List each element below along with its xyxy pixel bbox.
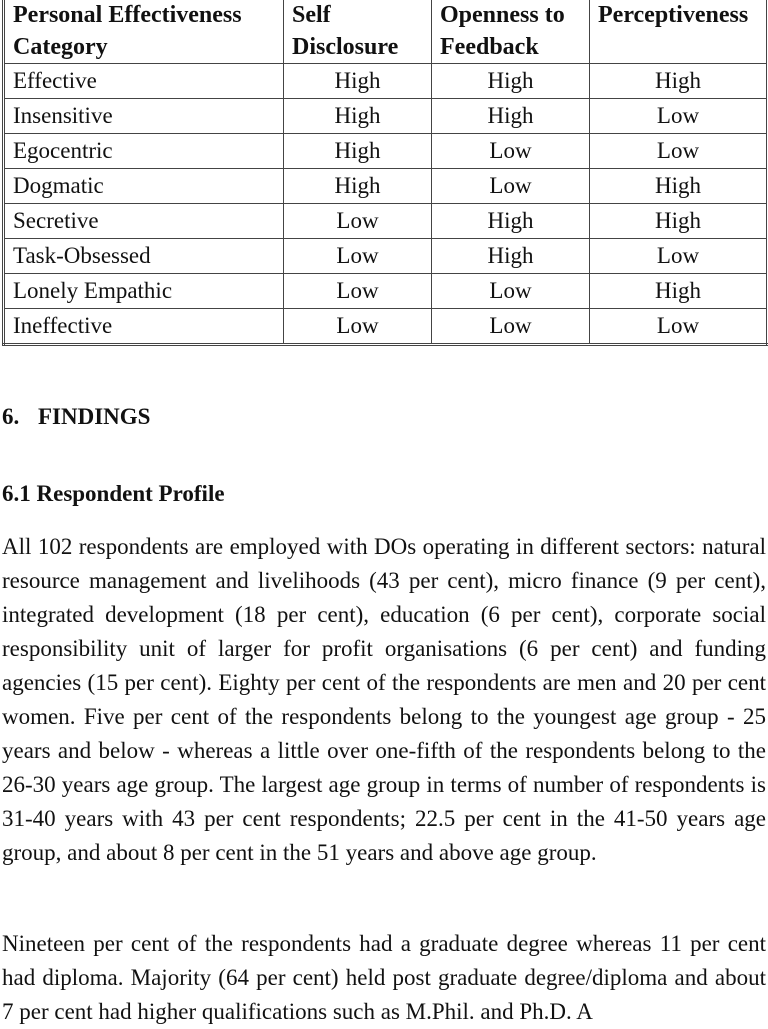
section-number: 6. xyxy=(2,404,20,429)
row-self-disclosure: Low xyxy=(284,239,432,274)
row-self-disclosure: Low xyxy=(284,309,432,345)
table-row xyxy=(4,134,768,169)
row-perceptiveness: High xyxy=(590,204,768,239)
row-openness: Low xyxy=(432,274,590,309)
row-perceptiveness: Low xyxy=(590,309,768,345)
table-row xyxy=(4,309,768,345)
row-category: Ineffective xyxy=(4,309,284,345)
row-self-disclosure: High xyxy=(284,99,432,134)
table-row xyxy=(4,64,768,99)
section-heading xyxy=(2,404,150,430)
table-row xyxy=(4,99,768,134)
row-self-disclosure: Low xyxy=(284,204,432,239)
header-openness: Openness to Feedback xyxy=(432,0,590,64)
row-self-disclosure: High xyxy=(284,134,432,169)
row-perceptiveness: High xyxy=(590,64,768,99)
row-perceptiveness: Low xyxy=(590,134,768,169)
table-row xyxy=(4,274,768,309)
row-openness: Low xyxy=(432,309,590,345)
row-openness: High xyxy=(432,204,590,239)
paragraph-education: Nineteen per cent of the respondents had a graduate degree whereas 11 per cent had diploma. Majority (64 per cent) held post graduate degree/diploma and about 7 per cent had higher qualifications such as M.Phil. and Ph.D. A xyxy=(2,931,766,1024)
table-header-row xyxy=(4,0,768,64)
row-self-disclosure: High xyxy=(284,64,432,99)
row-openness: High xyxy=(432,239,590,274)
section-title: FINDINGS xyxy=(38,404,151,429)
header-perceptiveness: Perceptiveness xyxy=(590,0,768,64)
effectiveness-table xyxy=(2,0,768,346)
row-openness: Low xyxy=(432,134,590,169)
row-perceptiveness: Low xyxy=(590,239,768,274)
row-perceptiveness: Low xyxy=(590,99,768,134)
row-openness: High xyxy=(432,64,590,99)
row-perceptiveness: High xyxy=(590,169,768,204)
table-row xyxy=(4,239,768,274)
row-perceptiveness: High xyxy=(590,274,768,309)
row-category: Insensitive xyxy=(4,99,284,134)
effectiveness-table-container xyxy=(2,0,766,346)
row-openness: Low xyxy=(432,169,590,204)
row-category: Effective xyxy=(4,64,284,99)
row-category: Task-Obsessed xyxy=(4,239,284,274)
row-self-disclosure: High xyxy=(284,169,432,204)
header-self-disclosure: Self Disclosure xyxy=(284,0,432,64)
table-row xyxy=(4,204,768,239)
row-self-disclosure: Low xyxy=(284,274,432,309)
row-category: Dogmatic xyxy=(4,169,284,204)
paragraph-respondent-profile: All 102 respondents are employed with DOs operating in different sectors: natural resource management and livelihoods (43 per cent), micro finance (9 per cent), integrated development (18 per cent), education (6 per cent), corporate social responsibility unit of larger for profit organisations (6 per cent) and funding agencies (15 per cent). Eighty per cent of the respondents are men and 20 per cent women. Five per cent of the respondents belong to the youngest age group - 25 years and below - whereas a little over one-fifth of the respondents belong to the 26-30 years age group. The largest age group in terms of number of respondents is 31-40 years with 43 per cent respondents; 22.5 per cent in the 41-50 years age group, and about 8 per cent in the 51 years and above age group. xyxy=(2,534,766,865)
row-category: Lonely Empathic xyxy=(4,274,284,309)
subsection-heading: 6.1 Respondent Profile xyxy=(2,481,225,506)
table-row xyxy=(4,169,768,204)
row-category: Secretive xyxy=(4,204,284,239)
header-category: Personal Effectiveness Category xyxy=(4,0,284,64)
row-openness: High xyxy=(432,99,590,134)
row-category: Egocentric xyxy=(4,134,284,169)
